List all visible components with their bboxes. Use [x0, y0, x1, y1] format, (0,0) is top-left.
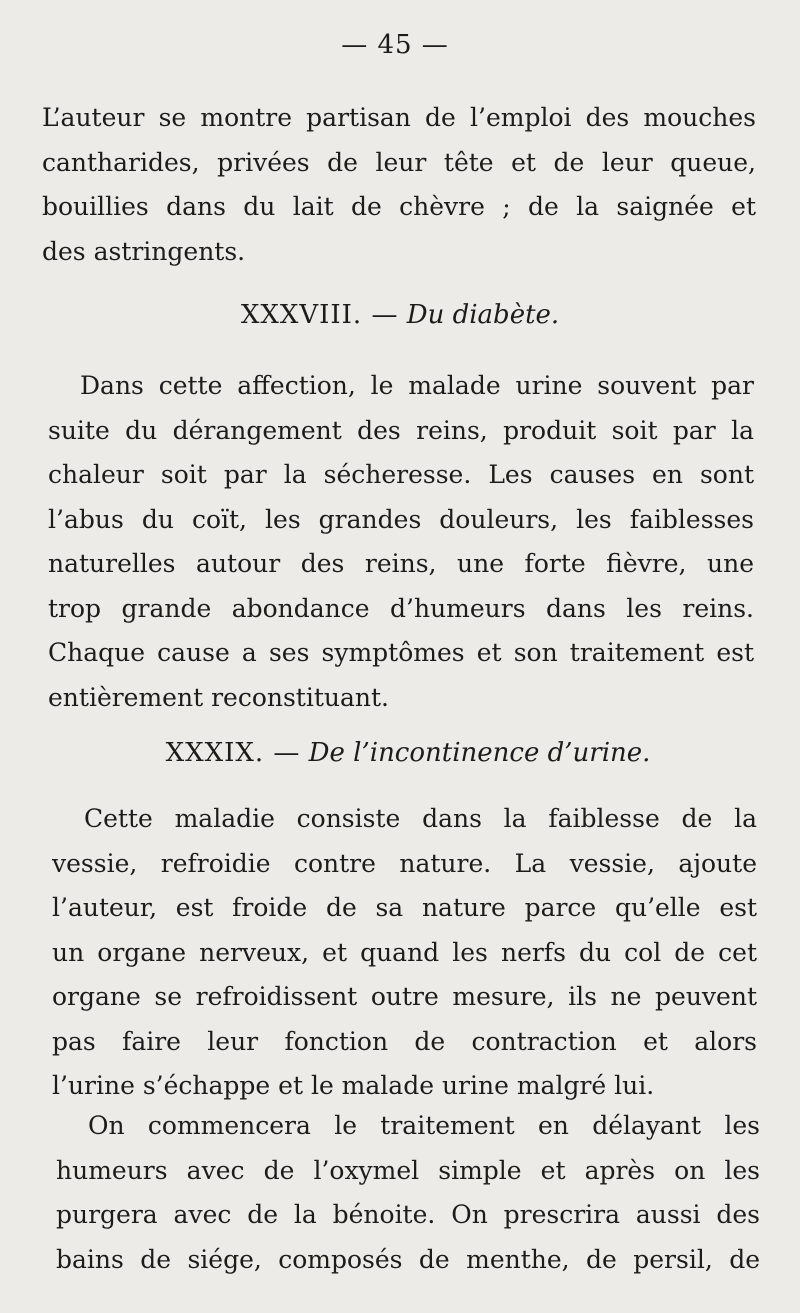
- section-title: Du diabète.: [406, 300, 560, 330]
- text-line: Dans cette affection, le malade urine souvent par: [80, 371, 754, 400]
- text-line: des astringents.: [42, 236, 246, 266]
- section-number: XXXVIII. —: [240, 300, 399, 330]
- text-line: organe se refroidissent outre mesure, ils ne peuvent: [52, 982, 757, 1011]
- text-line: bains de siége, composés de menthe, de persil, de: [56, 1244, 760, 1274]
- text-line: Cette maladie consiste dans la faiblesse de la: [84, 804, 757, 833]
- section-heading-diabete: [0, 300, 800, 330]
- text-line: pas faire leur fonction de contraction et alors: [52, 1026, 757, 1056]
- paragraph-mouches-cantharides: [42, 96, 756, 274]
- text-line: On commencera le traitement en délayant les: [88, 1111, 760, 1140]
- section-heading-incontinence: [8, 738, 800, 768]
- text-line: chaleur soit par la sécheresse. Les causes en sont: [48, 460, 754, 489]
- text-line: L’auteur se montre partisan de l’emploi des mouches: [42, 103, 756, 132]
- text-line: vessie, refroidie contre nature. La vessie, ajoute: [52, 848, 757, 878]
- section-number: XXXIX. —: [165, 738, 301, 768]
- text-line: l’auteur, est froide de sa nature parce qu’elle est: [52, 893, 757, 922]
- text-line: humeurs avec de l’oxymel simple et après on les: [56, 1155, 760, 1185]
- section-title: De l’incontinence d’urine.: [308, 738, 651, 768]
- text-line: suite du dérangement des reins, produit soit par la: [48, 415, 754, 445]
- text-line: trop grande abondance d’humeurs dans les reins.: [48, 593, 754, 623]
- text-line: un organe nerveux, et quand les nerfs du col de cet: [52, 937, 757, 967]
- text-line: purgera avec de la bénoite. On prescrira aussi des: [56, 1200, 760, 1229]
- text-line: l’urine s’échappe et le malade urine malgré lui.: [52, 1071, 655, 1100]
- paragraph-incontinence: [52, 797, 757, 1109]
- text-line: Chaque cause a ses symptômes et son traitement est: [48, 638, 754, 667]
- page-number: — 45 —: [341, 30, 449, 60]
- text-line: bouillies dans du lait de chèvre ; de la saignée et: [42, 192, 756, 221]
- paragraph-diabete: [48, 364, 754, 720]
- text-line: naturelles autour des reins, une forte fièvre, une: [48, 549, 754, 578]
- text-line: cantharides, privées de leur tête et de leur queue,: [42, 147, 756, 177]
- text-line: l’abus du coït, les grandes douleurs, les faiblesses: [48, 504, 754, 534]
- text-line: entièrement reconstituant.: [48, 682, 389, 712]
- paragraph-traitement: [56, 1104, 760, 1282]
